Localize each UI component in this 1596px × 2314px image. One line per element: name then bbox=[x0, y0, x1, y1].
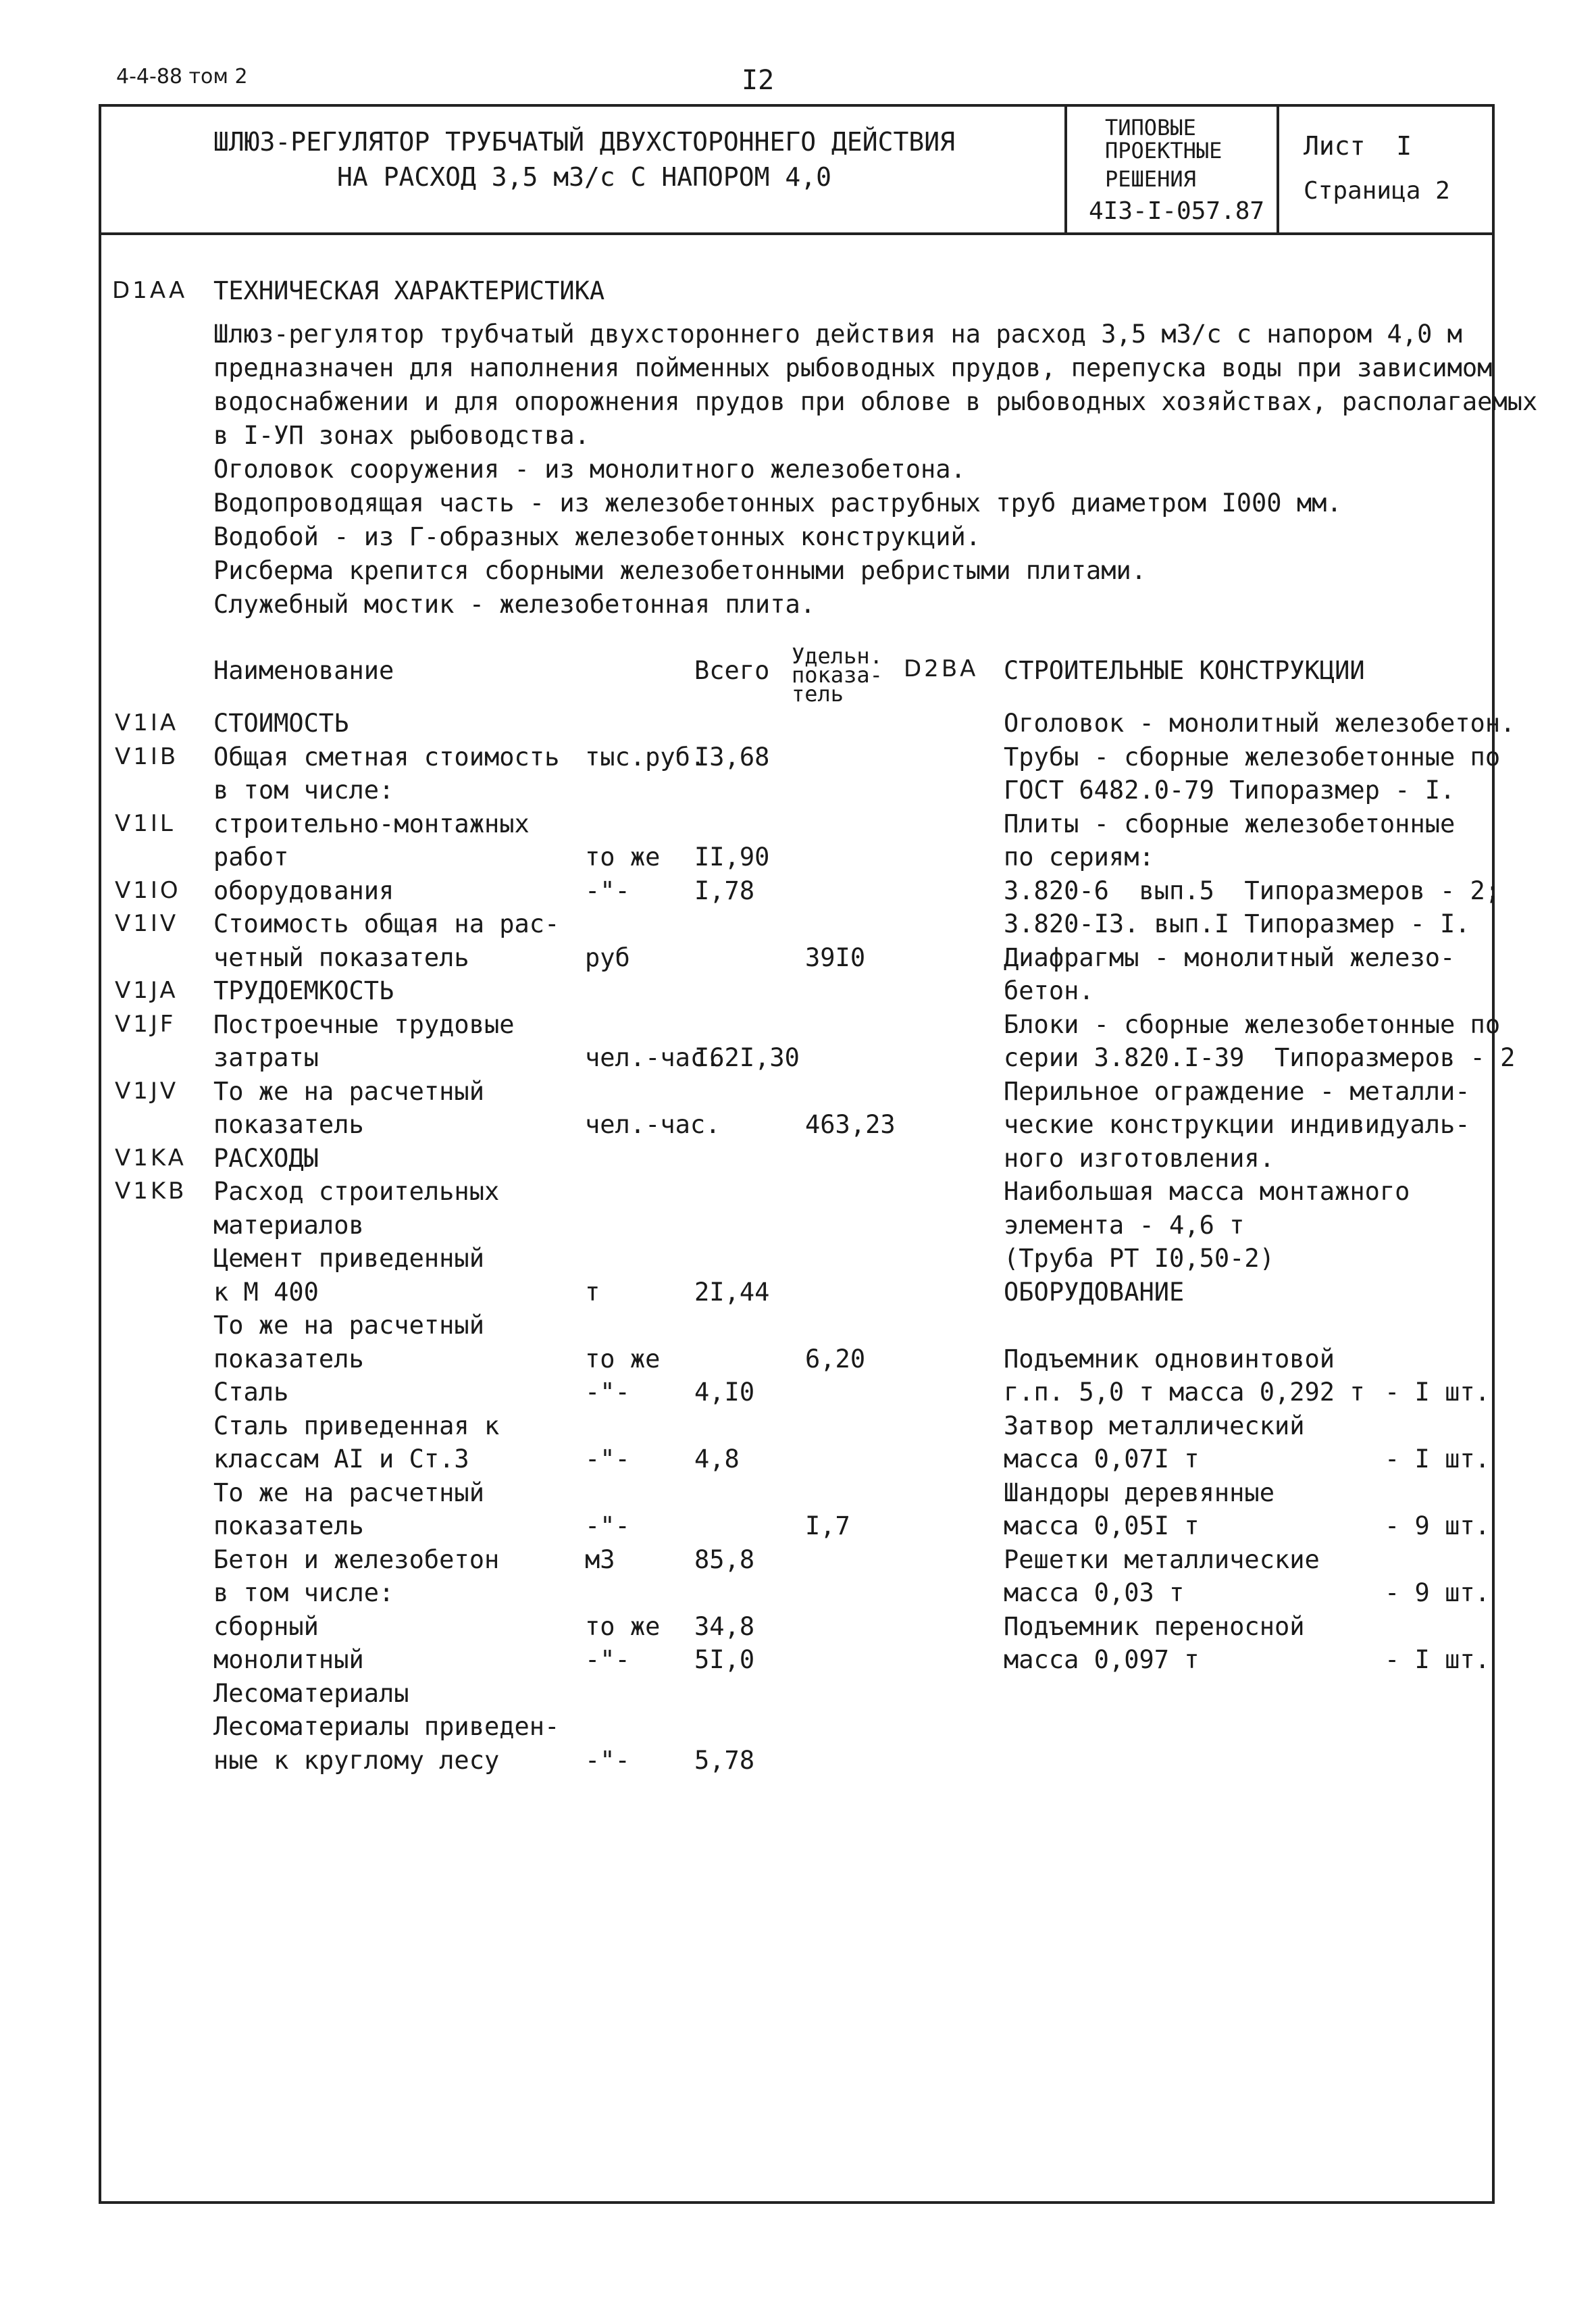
row-total: 4,8 bbox=[694, 1444, 740, 1474]
sheet-label: Лист I bbox=[1304, 131, 1412, 161]
row-name: показатель bbox=[213, 1110, 364, 1139]
construction-line: элемента - 4,6 т bbox=[1004, 1210, 1245, 1240]
row-name: Сталь bbox=[213, 1378, 289, 1407]
description-lines bbox=[213, 318, 1538, 622]
row-name: строительно-монтажных bbox=[213, 809, 530, 838]
row-code: V1IB bbox=[115, 743, 179, 770]
description-line: Шлюз-регулятор трубчатый двухстороннего действия на расход 3,5 м3/с с напором 4,0 м bbox=[213, 320, 1462, 349]
row-unit: -"- bbox=[585, 1378, 630, 1407]
construction-line: Наибольшая масса монтажного bbox=[1004, 1177, 1410, 1206]
row-unit: -"- bbox=[585, 1645, 630, 1674]
doc-title-line1: ШЛЮЗ-РЕГУЛЯТОР ТРУБЧАТЫЙ ДВУХСТОРОННЕГО ДЕЙСТВИЯ bbox=[213, 127, 956, 157]
row-unit: чел.-час. bbox=[585, 1110, 721, 1139]
row-total: I62I,30 bbox=[694, 1043, 800, 1072]
row-total: 85,8 bbox=[694, 1544, 755, 1574]
row-name: показатель bbox=[213, 1344, 364, 1374]
construction-line: Затвор металлический bbox=[1004, 1411, 1305, 1440]
construction-line: Подъемник переносной bbox=[1004, 1611, 1305, 1641]
row-name: сборный bbox=[213, 1611, 319, 1641]
row-name: ные к круглому лесу bbox=[213, 1745, 500, 1775]
description-line: Оголовок сооружения - из монолитного железобетона. bbox=[213, 455, 966, 484]
header-vline-2 bbox=[1277, 104, 1279, 234]
row-total: I,78 bbox=[694, 876, 755, 905]
description-line: предназначен для наполнения пойменных рыбоводных прудов, перепуска воды при зависимом bbox=[213, 353, 1493, 382]
row-name: СТОИМОСТЬ bbox=[213, 709, 349, 738]
row-code: V1IL bbox=[115, 809, 176, 837]
row-unit: чел.-час. bbox=[585, 1043, 721, 1072]
row-specific: 6,20 bbox=[805, 1344, 866, 1374]
description-paragraph bbox=[213, 318, 1538, 622]
row-name: РАСХОДЫ bbox=[213, 1143, 319, 1173]
row-code: V1JF bbox=[115, 1010, 176, 1038]
construction-line: Плиты - сборные железобетонные bbox=[1004, 809, 1456, 838]
typ-line1: ТИПОВЫЕ bbox=[1105, 115, 1196, 141]
description-line: Служебный мостик - железобетонная плита. bbox=[213, 590, 816, 619]
section-code: D1AA bbox=[112, 277, 188, 304]
construction-line: г.п. 5,0 т масса 0,292 т bbox=[1004, 1378, 1365, 1407]
row-unit: м3 bbox=[585, 1544, 615, 1574]
row-specific: I,7 bbox=[805, 1511, 850, 1540]
row-name: монолитный bbox=[213, 1645, 364, 1674]
equipment-quantity: - 9 шт. bbox=[1385, 1578, 1490, 1607]
construction-line: масса 0,05I т bbox=[1004, 1511, 1200, 1540]
row-code: V1KB bbox=[115, 1178, 187, 1205]
construction-line: Шандоры деревянные bbox=[1004, 1478, 1275, 1507]
construction-line: Перильное ограждение - металли- bbox=[1004, 1076, 1470, 1106]
row-name: Расход строительных bbox=[213, 1177, 500, 1206]
row-name: Общая сметная стоимость bbox=[213, 742, 560, 772]
equipment-quantity: - I шт. bbox=[1385, 1444, 1490, 1474]
doc-title-line2: НА РАСХОД 3,5 м3/с С НАПОРОМ 4,0 bbox=[336, 162, 832, 192]
row-unit: -"- bbox=[585, 876, 630, 905]
row-unit: т bbox=[585, 1277, 600, 1307]
construction-line: серии 3.820.I-39 Типоразмеров - 2 bbox=[1004, 1043, 1516, 1072]
row-total: 34,8 bbox=[694, 1611, 755, 1641]
row-name: в том числе: bbox=[213, 776, 394, 805]
right-section-title: СТРОИТЕЛЬНЫЕ КОНСТРУКЦИИ bbox=[1004, 656, 1365, 685]
description-line: в I-УП зонах рыбоводства. bbox=[213, 421, 590, 450]
row-total: 4,I0 bbox=[694, 1378, 755, 1407]
construction-line: масса 0,03 т bbox=[1004, 1578, 1185, 1607]
row-name: классам АI и Ст.3 bbox=[213, 1444, 469, 1474]
row-name: материалов bbox=[213, 1210, 364, 1240]
equipment-quantity: - I шт. bbox=[1385, 1645, 1490, 1674]
row-specific: 39I0 bbox=[805, 942, 866, 972]
row-total: 5,78 bbox=[694, 1745, 755, 1775]
row-name: четный показатель bbox=[213, 942, 469, 972]
row-code: V1IV bbox=[115, 910, 179, 937]
series-label: 4-4-88 том 2 bbox=[116, 65, 248, 89]
row-name: оборудования bbox=[213, 876, 394, 905]
row-unit: -"- bbox=[585, 1745, 630, 1775]
construction-line: по сериям: bbox=[1004, 842, 1154, 872]
typ-line2: ПРОЕКТНЫЕ bbox=[1105, 138, 1222, 164]
description-line: Рисберма крепится сборными железобетонными ребристыми плитами. bbox=[213, 556, 1147, 585]
construction-line: ного изготовления. bbox=[1004, 1143, 1275, 1173]
row-name: к М 400 bbox=[213, 1277, 319, 1307]
construction-line: Решетки металлические bbox=[1004, 1544, 1320, 1574]
row-code: V1IA bbox=[115, 709, 179, 736]
row-name: Лесоматериалы приведен- bbox=[213, 1712, 560, 1741]
row-code: V1JA bbox=[115, 977, 178, 1004]
construction-line: Диафрагмы - монолитный железо- bbox=[1004, 942, 1456, 972]
row-name: То же на расчетный bbox=[213, 1311, 484, 1340]
construction-line: Блоки - сборные железобетонные по bbox=[1004, 1009, 1501, 1039]
row-name: показатель bbox=[213, 1511, 364, 1540]
typ-line3: РЕШЕНИЯ bbox=[1105, 166, 1196, 192]
equipment-quantity: - 9 шт. bbox=[1385, 1511, 1490, 1540]
row-total: I3,68 bbox=[694, 742, 770, 772]
typ-code: 4I3-I-057.87 bbox=[1089, 197, 1265, 225]
row-name: Построечные трудовые bbox=[213, 1009, 515, 1039]
col-name-header: Наименование bbox=[213, 656, 394, 685]
page-number: I2 bbox=[742, 65, 775, 96]
description-line: Водопроводящая часть - из железобетонных раструбных труб диаметром I000 мм. bbox=[213, 488, 1342, 518]
construction-line: 3.820-6 вып.5 Типоразмеров - 2; bbox=[1004, 876, 1501, 905]
row-name: работ bbox=[213, 842, 289, 872]
row-name: в том числе: bbox=[213, 1578, 394, 1607]
col-total-header: Всего bbox=[694, 656, 770, 685]
row-name: То же на расчетный bbox=[213, 1478, 484, 1507]
col-specific-header-1: Удельн. bbox=[792, 643, 883, 669]
header-vline-1 bbox=[1064, 104, 1067, 234]
col-specific-header-3: тель bbox=[792, 681, 844, 707]
row-total: II,90 bbox=[694, 842, 770, 872]
construction-line: (Труба РТ I0,50-2) bbox=[1004, 1244, 1275, 1273]
construction-line: Подъемник одновинтовой bbox=[1004, 1344, 1335, 1374]
page-label: Страница 2 bbox=[1304, 177, 1450, 205]
row-unit: тыс.руб. bbox=[585, 742, 706, 772]
row-unit: руб bbox=[585, 942, 630, 972]
col-specific-header-2: показа- bbox=[792, 662, 883, 688]
row-unit: -"- bbox=[585, 1444, 630, 1474]
section-title: ТЕХНИЧЕСКАЯ ХАРАКТЕРИСТИКА bbox=[213, 276, 605, 305]
row-code: V1KA bbox=[115, 1144, 186, 1172]
equipment-quantity: - I шт. bbox=[1385, 1378, 1490, 1407]
construction-line: ческие конструкции индивидуаль- bbox=[1004, 1110, 1470, 1139]
row-total: 5I,0 bbox=[694, 1645, 755, 1674]
row-unit: -"- bbox=[585, 1511, 630, 1540]
row-name: Лесоматериалы bbox=[213, 1678, 409, 1708]
header-divider bbox=[99, 232, 1495, 235]
construction-line: ОБОРУДОВАНИЕ bbox=[1004, 1277, 1185, 1307]
construction-line: бетон. bbox=[1004, 976, 1094, 1005]
construction-line: масса 0,07I т bbox=[1004, 1444, 1200, 1474]
construction-line: Трубы - сборные железобетонные по bbox=[1004, 742, 1501, 772]
description-line: водоснабжении и для опорожнения прудов при облове в рыбоводных хозяйствах, располагаемых bbox=[213, 387, 1538, 416]
row-unit: то же bbox=[585, 1611, 661, 1641]
row-code: V1IO bbox=[115, 876, 181, 904]
row-name: Цемент приведенный bbox=[213, 1244, 484, 1273]
row-specific: 463,23 bbox=[805, 1110, 896, 1139]
construction-line: ГОСТ 6482.0-79 Типоразмер - I. bbox=[1004, 776, 1456, 805]
row-unit: то же bbox=[585, 1344, 661, 1374]
row-name: затраты bbox=[213, 1043, 319, 1072]
row-code: V1JV bbox=[115, 1077, 179, 1105]
description-line: Водобой - из Г-образных железобетонных конструкций. bbox=[213, 522, 981, 551]
row-name: Стоимость общая на рас- bbox=[213, 909, 560, 938]
row-total: 2I,44 bbox=[694, 1277, 770, 1307]
row-name: То же на расчетный bbox=[213, 1076, 484, 1106]
construction-line: масса 0,097 т bbox=[1004, 1645, 1200, 1674]
construction-line: Оголовок - монолитный железобетон. bbox=[1004, 709, 1516, 738]
right-section-code: D2BA bbox=[904, 655, 979, 682]
row-name: Бетон и железобетон bbox=[213, 1544, 500, 1574]
row-name: Сталь приведенная к bbox=[213, 1411, 500, 1440]
row-unit: то же bbox=[585, 842, 661, 872]
row-name: ТРУДОЕМКОСТЬ bbox=[213, 976, 394, 1005]
construction-line: 3.820-I3. вып.I Типоразмер - I. bbox=[1004, 909, 1470, 938]
